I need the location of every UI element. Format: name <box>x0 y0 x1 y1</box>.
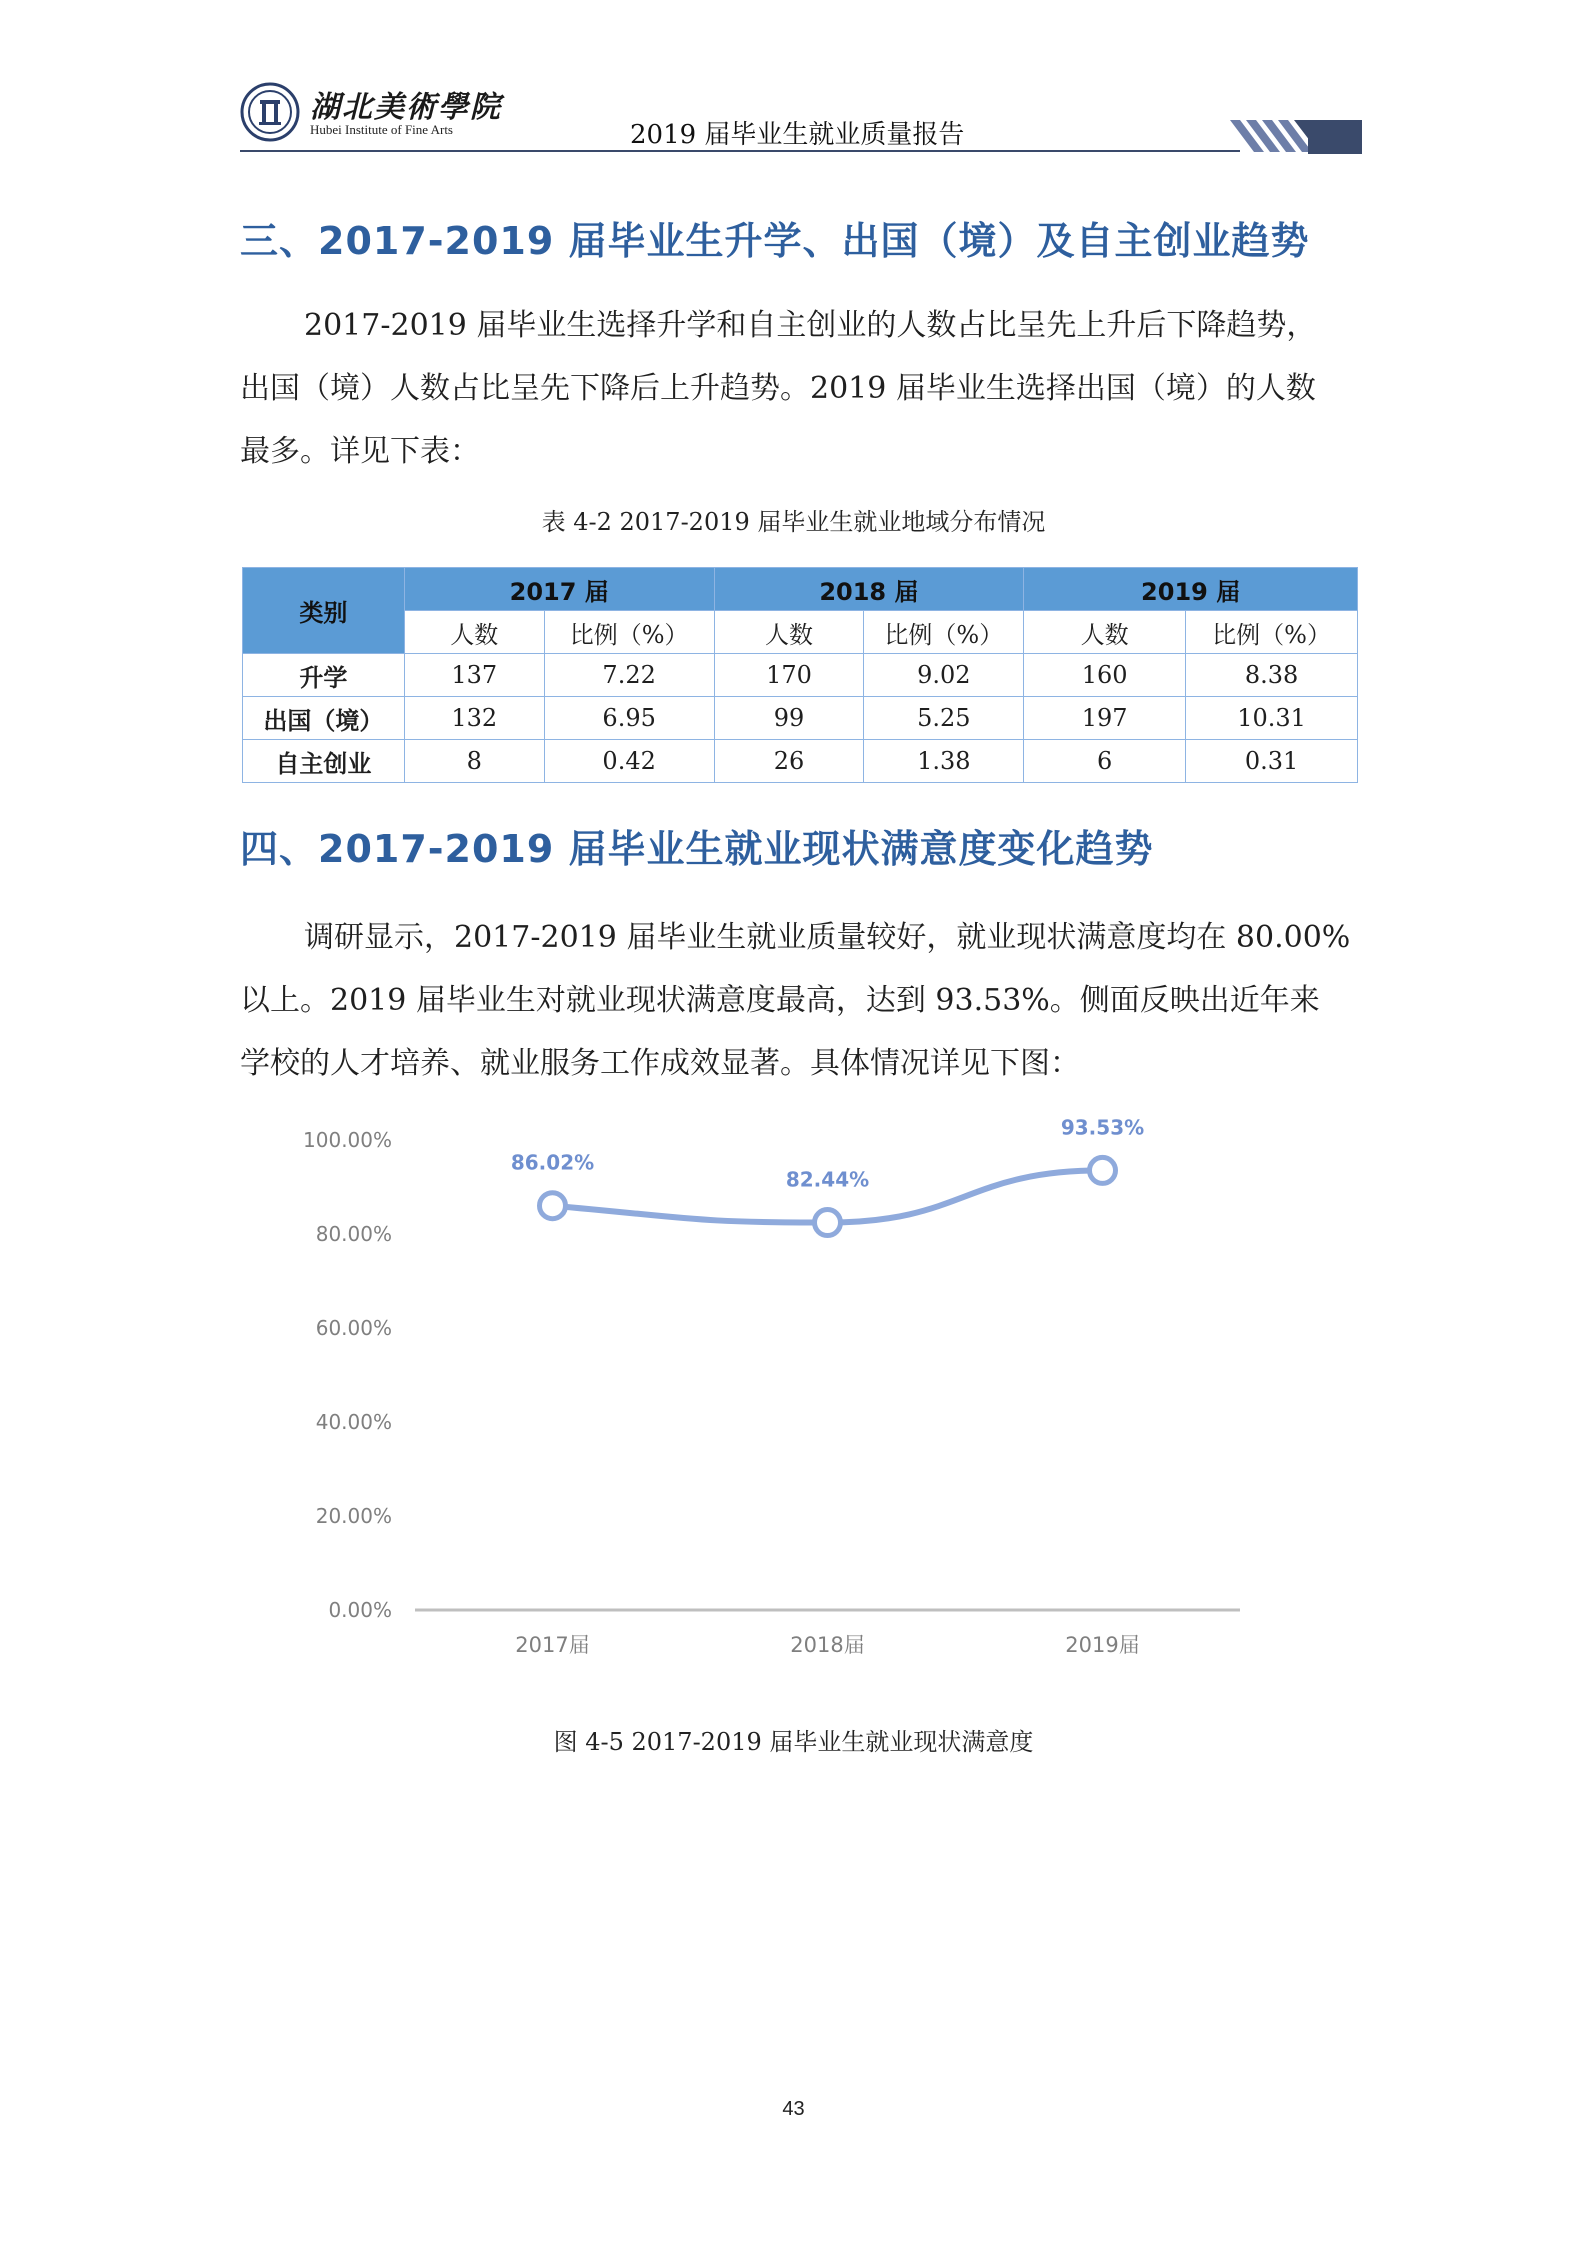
table-cell: 10.31 <box>1186 697 1358 740</box>
row-label: 自主创业 <box>243 740 405 783</box>
table-corner-header: 类别 <box>243 568 405 654</box>
section-3-heading: 三、2017-2019 届毕业生升学、出国（境）及自主创业趋势 <box>240 219 1310 263</box>
year-header-2019: 2019 届 <box>1024 568 1358 611</box>
section-4-paragraph <box>240 906 1360 1095</box>
report-title: 2019 届毕业生就业质量报告 <box>630 120 965 150</box>
table-cell: 9.02 <box>864 654 1024 697</box>
table-cell: 6.95 <box>544 697 714 740</box>
section-3-paragraph <box>240 294 1360 483</box>
section-4-heading: 四、2017-2019 届毕业生就业现状满意度变化趋势 <box>240 827 1154 871</box>
header-rule <box>240 150 1240 152</box>
page-header <box>240 82 1360 154</box>
table-cell: 137 <box>404 654 544 697</box>
row-label: 出国（境） <box>243 697 405 740</box>
page-number: 43 <box>782 2098 805 2120</box>
y-tick-label: 20.00% <box>315 1504 392 1528</box>
paragraph-line: 以上。2019 届毕业生对就业现状满意度最高，达到 93.53%。侧面反映出近年来 <box>240 983 1320 1018</box>
data-label: 86.02% <box>510 1150 595 1175</box>
table-cell: 8.38 <box>1186 654 1358 697</box>
table-cell: 0.31 <box>1186 740 1358 783</box>
row-label: 升学 <box>243 654 405 697</box>
data-label: 93.53% <box>1060 1115 1145 1140</box>
table-row <box>243 654 1358 697</box>
sub-header-count: 人数 <box>714 611 864 654</box>
table-cell: 170 <box>714 654 864 697</box>
table-cell: 8 <box>404 740 544 783</box>
school-emblem-icon <box>240 82 300 142</box>
sub-header-count: 人数 <box>1024 611 1186 654</box>
paragraph-line: 调研显示，2017-2019 届毕业生就业质量较好，就业现状满意度均在 80.00% <box>304 920 1351 955</box>
table-row <box>243 697 1358 740</box>
x-tick-label: 2017届 <box>515 1633 590 1657</box>
sub-header-ratio: 比例（%） <box>544 611 714 654</box>
destination-table <box>242 567 1358 783</box>
table-cell: 160 <box>1024 654 1186 697</box>
x-tick-label: 2018届 <box>790 1633 865 1657</box>
sub-header-ratio: 比例（%） <box>1186 611 1358 654</box>
table-cell: 5.25 <box>864 697 1024 740</box>
table-caption: 表 4-2 2017-2019 届毕业生就业地域分布情况 <box>541 508 1046 536</box>
table-row <box>243 740 1358 783</box>
y-tick-label: 60.00% <box>315 1316 392 1340</box>
sub-header-count: 人数 <box>404 611 544 654</box>
table-cell: 6 <box>1024 740 1186 783</box>
paragraph-line: 2017-2019 届毕业生选择升学和自主创业的人数占比呈先上升后下降趋势， <box>304 308 1317 343</box>
table-cell: 99 <box>714 697 864 740</box>
figure-caption: 图 4-5 2017-2019 届毕业生就业现状满意度 <box>553 1728 1034 1756</box>
paragraph-line: 最多。详见下表： <box>240 434 480 469</box>
y-tick-label: 100.00% <box>303 1128 392 1152</box>
y-tick-label: 80.00% <box>315 1222 392 1246</box>
x-tick-label: 2019届 <box>1065 1633 1140 1657</box>
data-point <box>540 1193 566 1219</box>
data-label: 82.44% <box>785 1167 870 1192</box>
table-cell: 0.42 <box>544 740 714 783</box>
data-point <box>815 1210 841 1236</box>
y-tick-label: 0.00% <box>328 1598 392 1622</box>
year-header-2017: 2017 届 <box>404 568 714 611</box>
table-cell: 132 <box>404 697 544 740</box>
satisfaction-line-chart <box>280 1110 1280 1670</box>
table-cell: 1.38 <box>864 740 1024 783</box>
school-name-cn: 湖北美術學院 <box>310 90 502 125</box>
header-stripes-decoration <box>1230 120 1362 154</box>
table-cell: 26 <box>714 740 864 783</box>
sub-header-ratio: 比例（%） <box>864 611 1024 654</box>
y-tick-label: 40.00% <box>315 1410 392 1434</box>
paragraph-line: 出国（境）人数占比呈先下降后上升趋势。2019 届毕业生选择出国（境）的人数 <box>240 371 1316 406</box>
paragraph-line: 学校的人才培养、就业服务工作成效显著。具体情况详见下图： <box>240 1046 1080 1081</box>
table-cell: 197 <box>1024 697 1186 740</box>
school-name-en: Hubei Institute of Fine Arts <box>310 122 453 137</box>
data-point <box>1090 1157 1116 1183</box>
year-header-2018: 2018 届 <box>714 568 1024 611</box>
table-cell: 7.22 <box>544 654 714 697</box>
